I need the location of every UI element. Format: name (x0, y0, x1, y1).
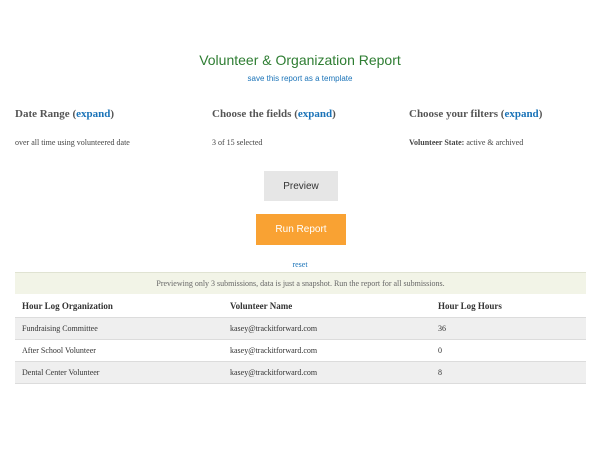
reset-link[interactable]: reset (292, 260, 308, 269)
filters-heading: Choose your filters (expand) (409, 108, 543, 120)
table-row (15, 362, 586, 384)
cell-hours: 0 (431, 340, 586, 362)
column-header-hours: Hour Log Hours (431, 294, 586, 318)
cell-hours: 8 (431, 362, 586, 384)
filters-expand-link[interactable]: expand (504, 108, 539, 120)
table-row (15, 318, 586, 340)
filter-value: active & archived (466, 138, 524, 147)
cell-volunteer-name: kasey@trackitforward.com (223, 362, 431, 384)
results-table (15, 294, 586, 384)
run-report-button[interactable]: Run Report (256, 214, 346, 245)
date-range-expand-link[interactable]: expand (76, 108, 111, 120)
fields-section (212, 108, 336, 147)
filter-label: Volunteer State: (409, 138, 465, 147)
preview-button[interactable]: Preview (264, 171, 338, 201)
filters-section (409, 108, 542, 147)
save-template-link-wrapper (0, 74, 600, 83)
fields-expand-link[interactable]: expand (297, 108, 333, 120)
save-template-link[interactable]: save this report as a template (247, 74, 353, 83)
column-header-volunteer-name: Volunteer Name (223, 294, 431, 318)
cell-organization: Fundraising Committee (15, 318, 223, 340)
reset-wrapper (0, 260, 600, 269)
cell-organization: Dental Center Volunteer (15, 362, 223, 384)
report-title: Volunteer & Organization Report (199, 52, 401, 68)
table-header-row (15, 294, 586, 318)
filters-description (409, 138, 542, 147)
column-header-organization: Hour Log Organization (15, 294, 223, 318)
fields-heading: Choose the fields (expand) (212, 108, 336, 120)
table-row (15, 340, 586, 362)
fields-description: 3 of 15 selected (212, 138, 263, 147)
date-range-section (15, 108, 130, 147)
cell-organization: After School Volunteer (15, 340, 223, 362)
date-range-heading: Date Range (expand) (15, 108, 115, 120)
cell-hours: 36 (431, 318, 586, 340)
cell-volunteer-name: kasey@trackitforward.com (223, 318, 431, 340)
cell-volunteer-name: kasey@trackitforward.com (223, 340, 431, 362)
preview-notice: Previewing only 3 submissions, data is just a snapshot. Run the report for all submissions. (15, 272, 586, 295)
date-range-description: over all time using volunteered date (15, 138, 130, 147)
